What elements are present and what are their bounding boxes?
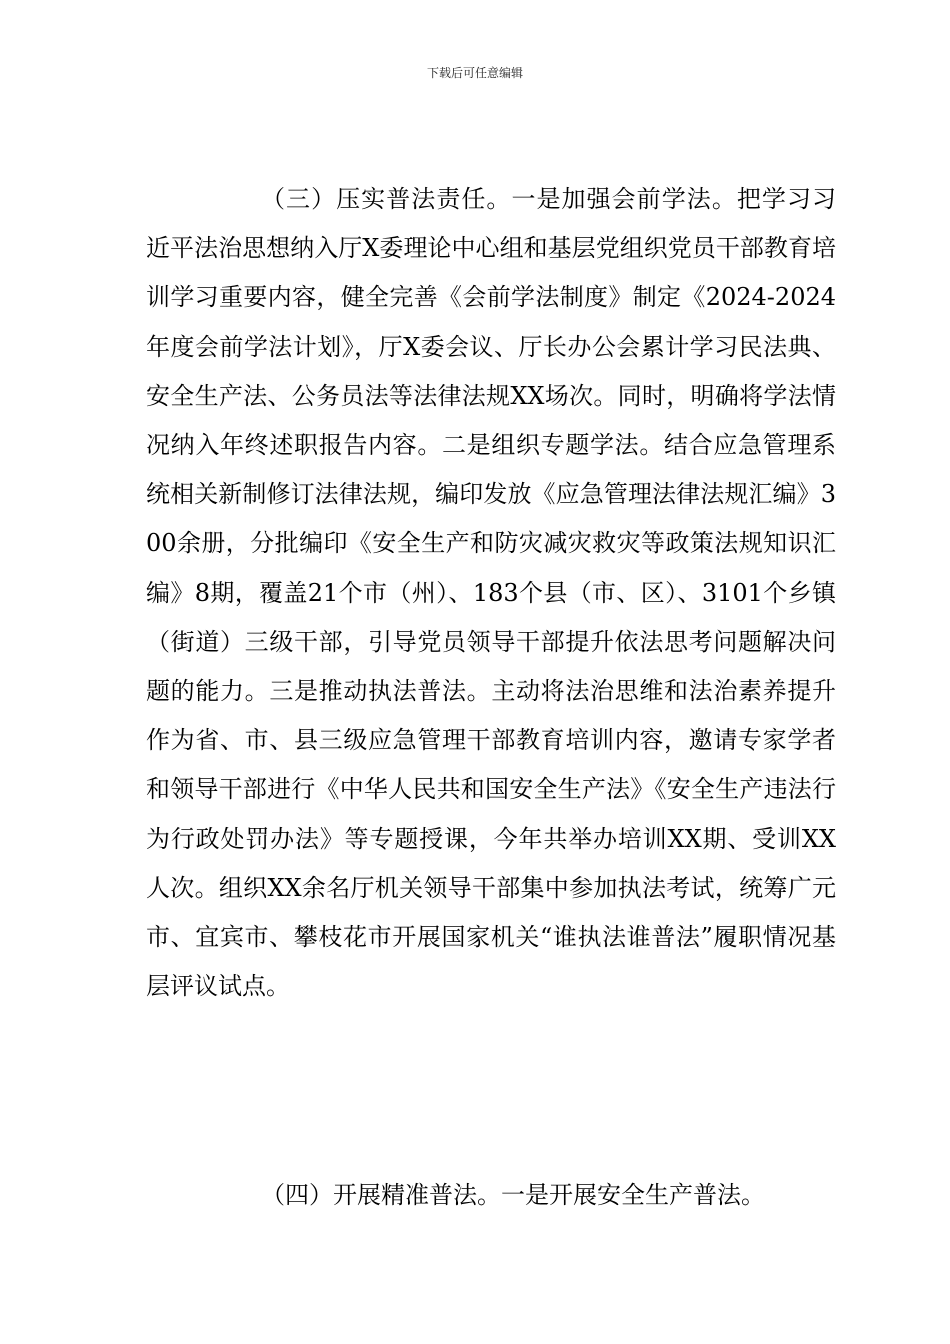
body-paragraph: （三）压实普法责任。一是加强会前学法。把学习习近平法治思想纳入厅X委理论中心组和基层党组织党员干部教育培训学习重要内容，健全完善《会前学法制度》制定《2024-2024年度会前学法计划》，厅X委会议、厅长办公会累计学习民法典、安全生产法、公务员法等法律法规XX场次。同时，明确将学法情况纳入年终述职报告内容。二是组织专题学法。结合应急管理系统相关新制修订法律法规，编印发放《应急管理法律法规汇编》300余册，分批编印《安全生产和防灾减灾救灾等政策法规知识汇编》8期，覆盖21个市（州）、183个县（市、区）、3101个乡镇（街道）三级干部，引导党员领导干部提升依法思考问题解决问题的能力。三是推动执法普法。主动将法治思维和法治素养提升作为省、市、县三级应急管理干部教育培训内容，邀请专家学者和领导干部进行《中华人民共和国安全生产法》《安全生产违法行为行政处罚办法》等专题授课，今年共举办培训XX期、受训XX人次。组织XX余名厅机关领导干部集中参加执法考试，统筹广元市、宜宾市、攀枝花市开展国家机关“谁执法谁普法”履职情况基层评议试点。 — [146, 185, 836, 1001]
page-header-note: 下载后可任意编辑 — [426, 66, 523, 80]
body-paragraph: （四）开展精准普法。一是开展安全生产普法。 — [261, 1181, 765, 1209]
